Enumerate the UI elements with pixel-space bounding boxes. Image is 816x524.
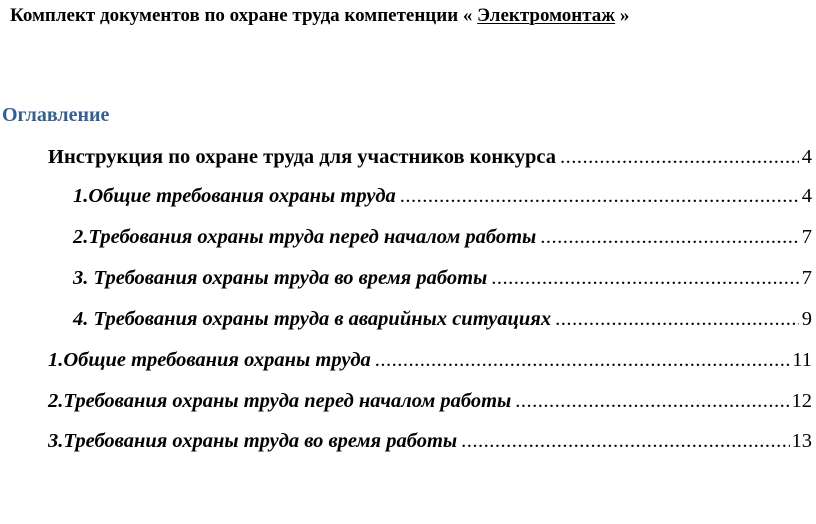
toc-entry[interactable] <box>73 222 816 252</box>
toc-entry[interactable] <box>73 304 816 334</box>
toc-entry-page: 9 <box>801 308 812 330</box>
toc-entry[interactable] <box>73 181 816 211</box>
title-competence: Электромонтаж <box>477 5 616 26</box>
toc-dot-leader <box>515 386 789 416</box>
toc-entry-page: 4 <box>801 146 812 168</box>
toc-dot-leader <box>400 181 799 211</box>
title-prefix: Комплект документов по охране труда компетенции « <box>10 5 478 26</box>
toc-entry-page: 7 <box>801 267 812 289</box>
toc-entry-label: 1.Общие требования охраны труда <box>73 185 396 207</box>
toc-entry-label: 2.Требования охраны труда перед началом работы <box>73 226 537 248</box>
toc-heading: Оглавление <box>2 104 110 126</box>
toc-entry-label: 1.Общие требования охраны труда <box>48 349 371 371</box>
toc-entry-page: 7 <box>801 226 812 248</box>
toc-entry[interactable] <box>48 426 816 456</box>
toc-entry-label: 2.Требования охраны труда перед началом работы <box>48 390 512 412</box>
toc-dot-leader <box>375 345 790 375</box>
toc-entry[interactable] <box>48 345 816 375</box>
document-title <box>10 4 808 28</box>
toc-entry-label: 4. Требования охраны труда в аварийных ситуациях <box>73 308 552 330</box>
toc-entry[interactable] <box>48 386 816 416</box>
toc-entry-label: 3.Требования охраны труда во время работы <box>48 430 458 452</box>
toc-entry[interactable] <box>48 142 816 172</box>
toc-entry-page: 13 <box>791 430 812 452</box>
toc-entry[interactable] <box>73 263 816 293</box>
title-suffix: » <box>615 5 630 26</box>
toc-dot-leader <box>555 304 799 334</box>
toc-dot-leader <box>491 263 799 293</box>
toc-entry-label: Инструкция по охране труда для участников конкурса <box>48 146 557 168</box>
toc-dot-leader <box>461 426 789 456</box>
toc-entry-page: 12 <box>791 390 812 412</box>
toc-dot-leader <box>560 142 799 172</box>
toc-dot-leader <box>540 222 799 252</box>
toc-entry-label: 3. Требования охраны труда во время работы <box>73 267 488 289</box>
toc-entry-page: 4 <box>801 185 812 207</box>
toc-entry-page: 11 <box>792 349 812 371</box>
